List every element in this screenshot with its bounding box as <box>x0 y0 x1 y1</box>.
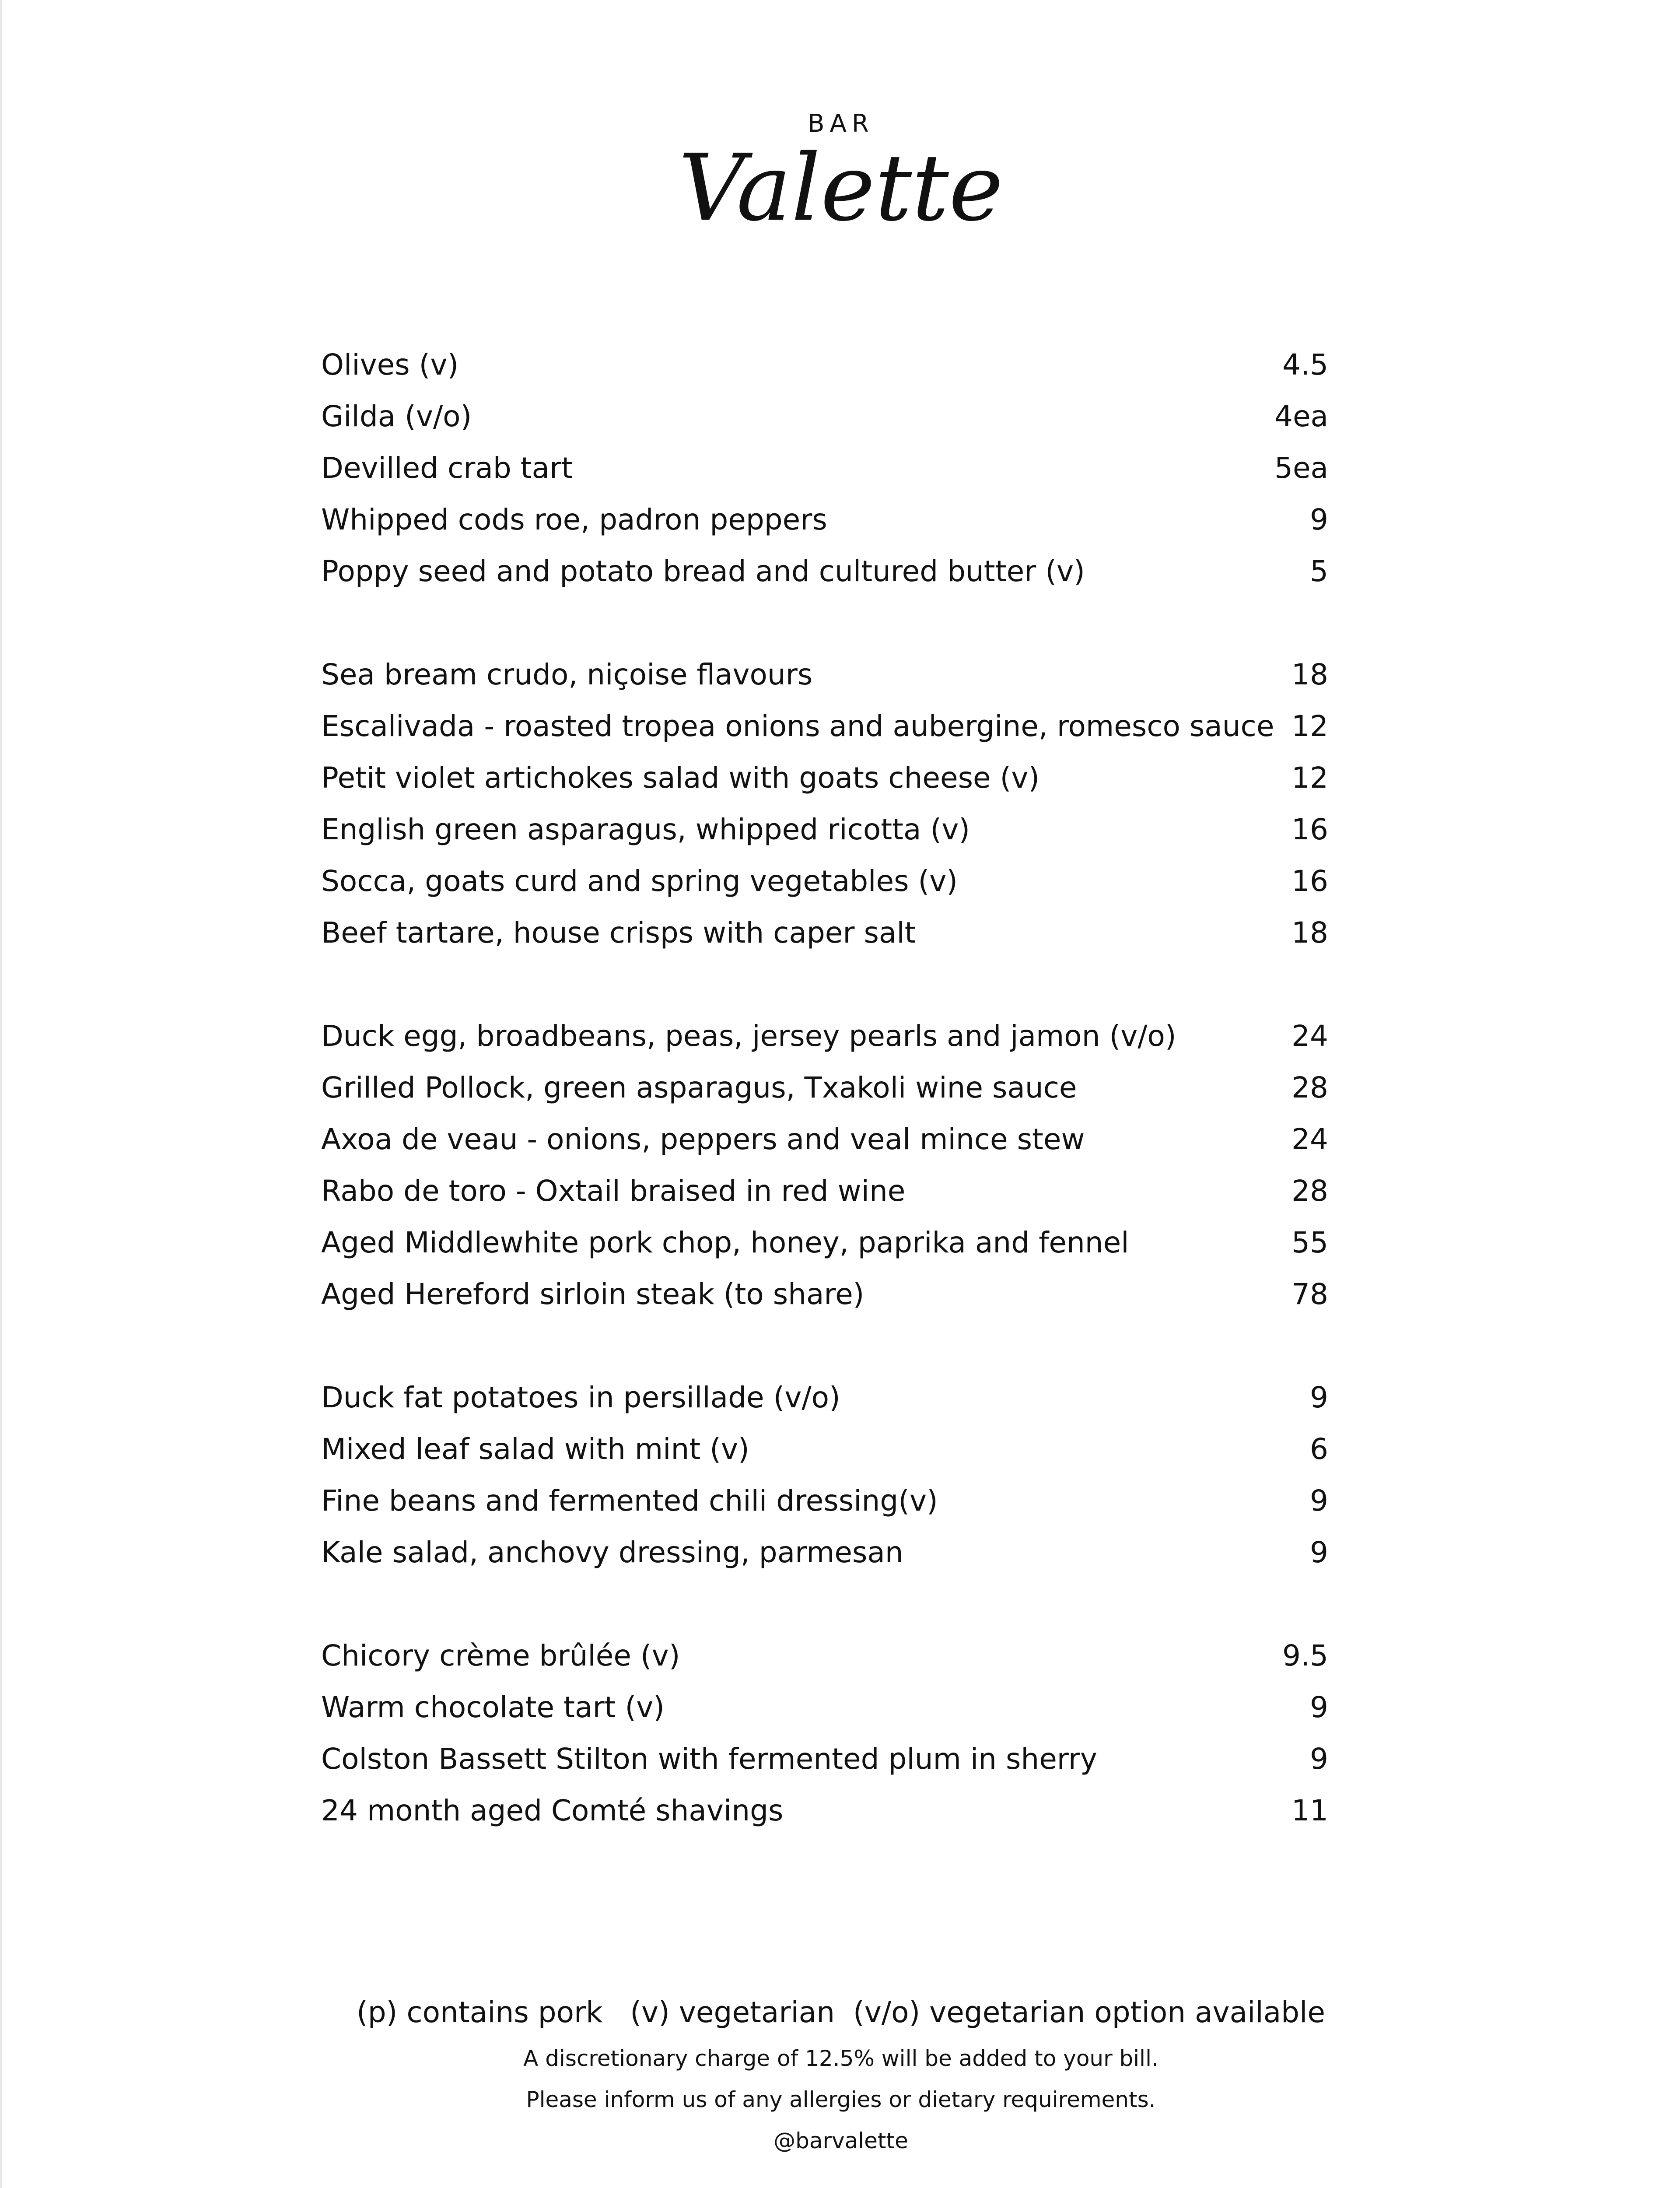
dietary-legend: (p) contains pork (v) vegetarian (v/o) vegetarian option available <box>357 1995 1325 2029</box>
item-price: 6 <box>1310 1432 1328 1466</box>
menu-item <box>321 391 1328 442</box>
menu-item <box>321 1527 1328 1578</box>
item-price: 18 <box>1292 658 1328 691</box>
item-price: 28 <box>1292 1071 1328 1105</box>
item-price: 16 <box>1292 864 1328 898</box>
item-price: 4ea <box>1274 400 1328 433</box>
menu-item <box>321 339 1328 391</box>
item-name: Warm chocolate tart (v) <box>321 1690 665 1724</box>
item-name: Poppy seed and potato bread and cultured butter (v) <box>321 554 1085 588</box>
item-name: Beef tartare, house crisps with caper salt <box>321 916 916 950</box>
menu-item <box>321 907 1328 959</box>
item-price: 9 <box>1310 1484 1328 1518</box>
item-name: Sea bream crudo, niçoise flavours <box>321 658 813 691</box>
item-name: Colston Bassett Stilton with fermented plum in sherry <box>321 1742 1097 1776</box>
menu-section-desserts <box>321 1630 1328 1837</box>
item-price: 9 <box>1310 1690 1328 1724</box>
item-price: 78 <box>1292 1277 1328 1311</box>
menu-item <box>321 701 1328 752</box>
menu-item <box>321 752 1328 804</box>
menu-item <box>321 546 1328 597</box>
item-price: 5ea <box>1274 451 1328 485</box>
item-name: Socca, goats curd and spring vegetables (v) <box>321 864 958 898</box>
item-name: Escalivada - roasted tropea onions and aubergine, romesco sauce <box>321 709 1274 743</box>
item-name: Whipped cods roe, padron peppers <box>321 503 827 536</box>
item-name: English green asparagus, whipped ricotta (v) <box>321 813 970 846</box>
item-price: 24 <box>1292 1019 1328 1053</box>
item-name: Mixed leaf salad with mint (v) <box>321 1432 749 1466</box>
item-price: 55 <box>1292 1226 1328 1259</box>
item-name: Aged Middlewhite pork chop, honey, paprika and fennel <box>321 1226 1129 1259</box>
menu-item <box>321 1010 1328 1062</box>
item-price: 4.5 <box>1282 348 1328 382</box>
item-price: 5 <box>1310 554 1328 588</box>
menu-item <box>321 1682 1328 1733</box>
item-name: 24 month aged Comté shavings <box>321 1794 784 1827</box>
item-name: Duck fat potatoes in persillade (v/o) <box>321 1381 840 1414</box>
service-charge-note: A discretionary charge of 12.5% will be added to your bill. <box>523 2046 1158 2071</box>
menu-list <box>321 339 1328 1888</box>
item-name: Devilled crab tart <box>321 451 573 485</box>
item-name: Grilled Pollock, green asparagus, Txakoli wine sauce <box>321 1071 1077 1105</box>
allergy-note: Please inform us of any allergies or dietary requirements. <box>526 2087 1156 2112</box>
item-price: 12 <box>1292 761 1328 795</box>
menu-section-mains <box>321 1010 1328 1320</box>
menu-item <box>321 442 1328 494</box>
brand-small-title: BAR <box>808 109 874 138</box>
menu-item <box>321 1785 1328 1837</box>
item-name: Duck egg, broadbeans, peas, jersey pearls and jamon (v/o) <box>321 1019 1176 1053</box>
item-price: 16 <box>1292 813 1328 846</box>
item-price: 28 <box>1292 1174 1328 1208</box>
item-name: Aged Hereford sirloin steak (to share) <box>321 1277 864 1311</box>
menu-footer <box>2 1995 1680 2161</box>
item-price: 11 <box>1292 1794 1328 1827</box>
menu-item <box>321 649 1328 701</box>
item-name: Petit violet artichokes salad with goats cheese (v) <box>321 761 1040 795</box>
item-price: 9 <box>1310 1742 1328 1776</box>
item-name: Gilda (v/o) <box>321 400 472 433</box>
menu-item <box>321 1062 1328 1114</box>
item-price: 12 <box>1292 709 1328 743</box>
menu-item <box>321 1733 1328 1785</box>
item-price: 24 <box>1292 1122 1328 1156</box>
menu-item <box>321 1217 1328 1269</box>
menu-item <box>321 1165 1328 1217</box>
menu-item <box>321 1269 1328 1320</box>
menu-section-snacks <box>321 339 1328 597</box>
item-name: Rabo de toro - Oxtail braised in red wine <box>321 1174 906 1208</box>
menu-item <box>321 856 1328 907</box>
item-price: 9.5 <box>1282 1639 1328 1673</box>
item-name: Olives (v) <box>321 348 459 382</box>
menu-item <box>321 1372 1328 1424</box>
item-name: Fine beans and fermented chili dressing(v) <box>321 1484 938 1518</box>
item-price: 9 <box>1310 1381 1328 1414</box>
menu-item <box>321 1424 1328 1475</box>
item-name: Chicory crème brûlée (v) <box>321 1639 680 1673</box>
menu-item <box>321 494 1328 546</box>
item-price: 9 <box>1310 1536 1328 1569</box>
menu-section-starters <box>321 649 1328 959</box>
social-handle: @barvalette <box>774 2128 908 2153</box>
menu-item <box>321 1114 1328 1165</box>
brand-header <box>2 109 1680 242</box>
menu-item <box>321 1630 1328 1682</box>
menu-item <box>321 804 1328 856</box>
brand-logo: Valette <box>678 134 1004 242</box>
menu-item <box>321 1475 1328 1527</box>
menu-section-sides <box>321 1372 1328 1578</box>
item-name: Axoa de veau - onions, peppers and veal mince stew <box>321 1122 1085 1156</box>
item-price: 9 <box>1310 503 1328 536</box>
item-price: 18 <box>1292 916 1328 950</box>
item-name: Kale salad, anchovy dressing, parmesan <box>321 1536 903 1569</box>
